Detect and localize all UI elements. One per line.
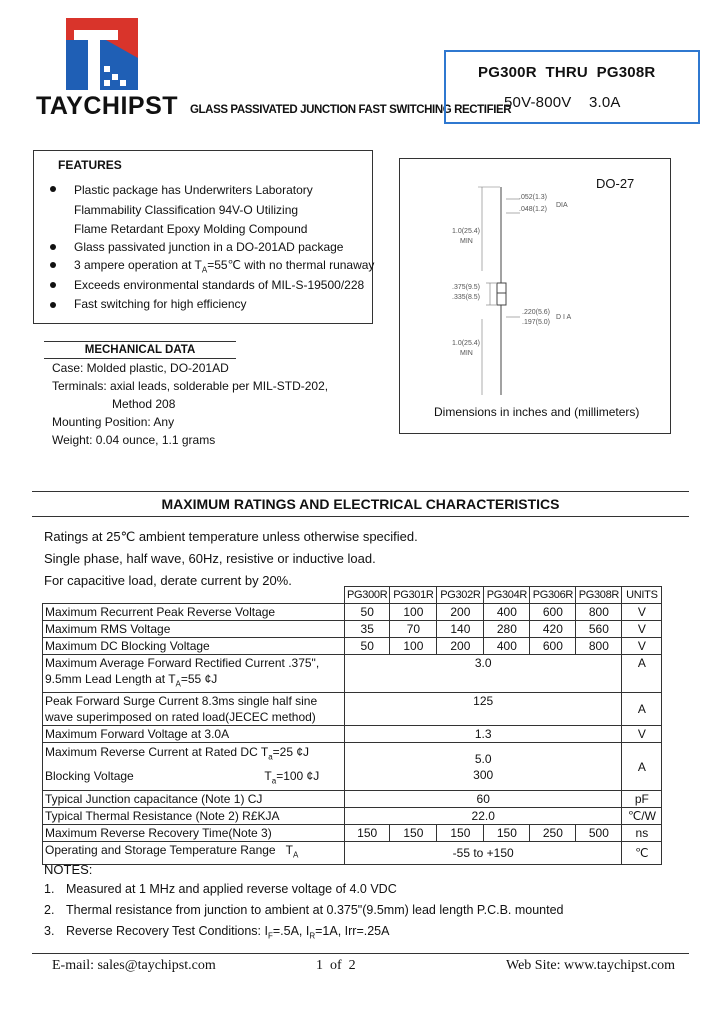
cell-unit: ℃ — [622, 842, 662, 864]
row-label: Maximum RMS Voltage — [43, 621, 345, 638]
footer-website: Web Site: www.taychipst.com — [506, 958, 676, 973]
table-row — [43, 726, 662, 743]
row-label: Maximum Forward Voltage at 3.0A — [43, 726, 345, 743]
note-text: Reverse Recovery Test Conditions: $I_F=.5A$, $I_R=1A$, Irr=.25A — [66, 924, 390, 941]
bullet-icon — [50, 262, 56, 268]
cell-unit: pF — [622, 791, 662, 808]
cell-value: 50 — [345, 604, 390, 621]
company-logo — [66, 18, 138, 90]
cell-value: 150 — [390, 825, 437, 842]
column-header: PG306R — [530, 587, 576, 604]
bullet-icon — [50, 282, 56, 288]
row-label: Maximum Recurrent Peak Reverse Voltage — [43, 604, 345, 621]
note-number: 3. — [44, 924, 55, 938]
package-name: DO-27 — [596, 176, 635, 191]
dim-lead-length-2-min: MIN — [460, 350, 473, 357]
dim-lead-length-1-min: MIN — [460, 238, 473, 245]
cell-value: 35 — [345, 621, 390, 638]
row-label: Typical Thermal Resistance (Note 2) R£KJA — [43, 808, 345, 825]
cell-value: 150 — [437, 825, 484, 842]
cell-value: 560 — [576, 621, 622, 638]
cell-value: 400 — [484, 604, 530, 621]
table-header-row — [43, 587, 662, 604]
cell-unit: V — [622, 604, 662, 621]
table-row — [43, 743, 662, 791]
table-row — [43, 825, 662, 842]
cell-unit: V — [622, 638, 662, 655]
feature-item: Glass passivated junction in a DO-201AD package — [74, 240, 344, 254]
row-label: Maximum Average Forward Rectified Current .375", 9.5mm Lead Length at $T_A=55$ ¢J — [43, 655, 345, 693]
mechanical-line: Case: Molded plastic, DO-201AD — [52, 361, 229, 375]
dim-lead-dia-label: DIA — [556, 202, 568, 209]
row-label: Typical Junction capacitance (Note 1) CJ — [43, 791, 345, 808]
row-label: Maximum DC Blocking Voltage — [43, 638, 345, 655]
cell-value: 200 — [437, 604, 484, 621]
cell-value: 22.0 — [345, 808, 622, 825]
cell-value: 150 — [345, 825, 390, 842]
bullet-icon — [50, 302, 56, 308]
cell-value: 400 — [484, 638, 530, 655]
cell-value: 500 — [576, 825, 622, 842]
bullet-icon — [50, 186, 56, 192]
column-header: PG308R — [576, 587, 622, 604]
cell-value: 50 — [345, 638, 390, 655]
table-row — [43, 604, 662, 621]
cell-value: 600 — [530, 638, 576, 655]
condition-line: Ratings at 25℃ ambient temperature unless otherwise specified. — [44, 529, 418, 544]
dim-body-dia-2: .197(5.0) — [522, 319, 551, 326]
cell-value: 125 — [345, 693, 622, 726]
features-title: FEATURES — [58, 158, 122, 172]
condition-line: Single phase, half wave, 60Hz, resistive or inductive load. — [44, 551, 376, 566]
column-header: PG300R — [345, 587, 390, 604]
column-header: PG301R — [390, 587, 437, 604]
row-label: Maximum Reverse Recovery Time(Note 3) — [43, 825, 345, 842]
cell-value: 800 — [576, 638, 622, 655]
dim-lead-dia-1: .052(1.3) — [519, 194, 548, 201]
package-caption: Dimensions in inches and (millimeters) — [434, 405, 640, 419]
note-text: Thermal resistance from junction to ambient at 0.375"(9.5mm) lead length P.C.B. mounted — [66, 903, 564, 917]
brand-name: TAYCHIPST — [36, 92, 179, 120]
cell-unit: V — [622, 726, 662, 743]
row-label: Operating and Storage Temperature Range $T_A$ — [43, 842, 345, 864]
row-label: Peak Forward Surge Current 8.3ms single half sine wave superimposed on rated load(JECEC method) — [43, 693, 345, 726]
table-row — [43, 842, 662, 864]
cell-value: 250 — [530, 825, 576, 842]
cell-value: 280 — [484, 621, 530, 638]
cell-value: 200 — [437, 638, 484, 655]
note-number: 2. — [44, 903, 55, 917]
mechanical-line: Method 208 — [112, 397, 176, 411]
table-row — [43, 791, 662, 808]
voltage-current-rating: 50V-800V 3.0A — [504, 94, 621, 111]
cell-value: 100 — [390, 638, 437, 655]
cell-value: 600 — [530, 604, 576, 621]
dim-body-length-2: .335(8.5) — [452, 294, 481, 301]
feature-item: Exceeds environmental standards of MIL-S-19500/228 — [74, 278, 365, 292]
footer-rule — [32, 953, 689, 954]
row-label: Maximum Reverse Current at Rated DC $T_a=25$ ¢J Blocking Voltage $T_a=100$ ¢J — [43, 743, 345, 791]
feature-item: 3 ampere operation at $T_A=55℃$ with no thermal runaway — [74, 258, 375, 275]
cell-value: 3.0 — [345, 655, 622, 693]
dim-body-length-1: .375(9.5) — [452, 284, 481, 291]
ratings-section-title: MAXIMUM RATINGS AND ELECTRICAL CHARACTERISTICS — [32, 491, 689, 517]
dim-body-dia-1: .220(5.6) — [522, 309, 551, 316]
note-text: Measured at 1 MHz and applied reverse voltage of 4.0 VDC — [66, 882, 397, 896]
cell-value: 800 — [576, 604, 622, 621]
footer-page-number: 1 of 2 — [316, 958, 356, 973]
cell-value: -55 to +150 — [345, 842, 622, 864]
cell-value: 1.3 — [345, 726, 622, 743]
table-row — [43, 808, 662, 825]
mechanical-line: Mounting Position: Any — [52, 415, 175, 429]
mechanical-line: Terminals: axial leads, solderable per MIL-STD-202, — [52, 379, 329, 393]
cell-unit: A — [622, 743, 662, 791]
cell-value: 100 — [390, 604, 437, 621]
column-header: PG302R — [437, 587, 484, 604]
table-row — [43, 638, 662, 655]
cell-value: 5.0 300 — [345, 743, 622, 791]
part-number-box — [444, 50, 700, 124]
cell-value: 60 — [345, 791, 622, 808]
cell-unit: ℃/W — [622, 808, 662, 825]
note-number: 1. — [44, 882, 55, 896]
cell-value: 70 — [390, 621, 437, 638]
cell-value: 140 — [437, 621, 484, 638]
cell-value: 420 — [530, 621, 576, 638]
dim-lead-length-2: 1.0(25.4) — [452, 340, 481, 347]
footer-email: E-mail: sales@taychipst.com — [52, 958, 216, 973]
table-row — [43, 693, 662, 726]
feature-item: Plastic package has Underwriters Laboratory — [74, 183, 313, 197]
bullet-icon — [50, 244, 56, 250]
dim-body-dia-label: D I A — [556, 314, 572, 321]
condition-line: For capacitive load, derate current by 20%. — [44, 573, 292, 588]
ratings-table — [42, 586, 662, 865]
table-row — [43, 621, 662, 638]
notes-title: NOTES: — [44, 862, 93, 877]
mechanical-line: Weight: 0.04 ounce, 1.1 grams — [52, 433, 216, 447]
table-row — [43, 655, 662, 693]
column-header: PG304R — [484, 587, 530, 604]
cell-unit: A — [622, 693, 662, 726]
cell-unit: A — [622, 655, 662, 693]
dim-lead-length-1: 1.0(25.4) — [452, 228, 481, 235]
part-range: PG300R THRU PG308R — [478, 64, 656, 81]
dim-lead-dia-2: .048(1.2) — [519, 206, 548, 213]
column-header: UNITS — [622, 587, 662, 604]
feature-item: Flammability Classification 94V-O Utilizing — [74, 203, 299, 217]
cell-value: 150 — [484, 825, 530, 842]
feature-item: Fast switching for high efficiency — [74, 297, 247, 311]
cell-unit: V — [622, 621, 662, 638]
cell-unit: ns — [622, 825, 662, 842]
mechanical-title: MECHANICAL DATA — [44, 341, 236, 359]
document-subtitle: GLASS PASSIVATED JUNCTION FAST SWITCHING RECTIFIER — [190, 104, 512, 116]
feature-item: Flame Retardant Epoxy Molding Compound — [74, 222, 308, 236]
